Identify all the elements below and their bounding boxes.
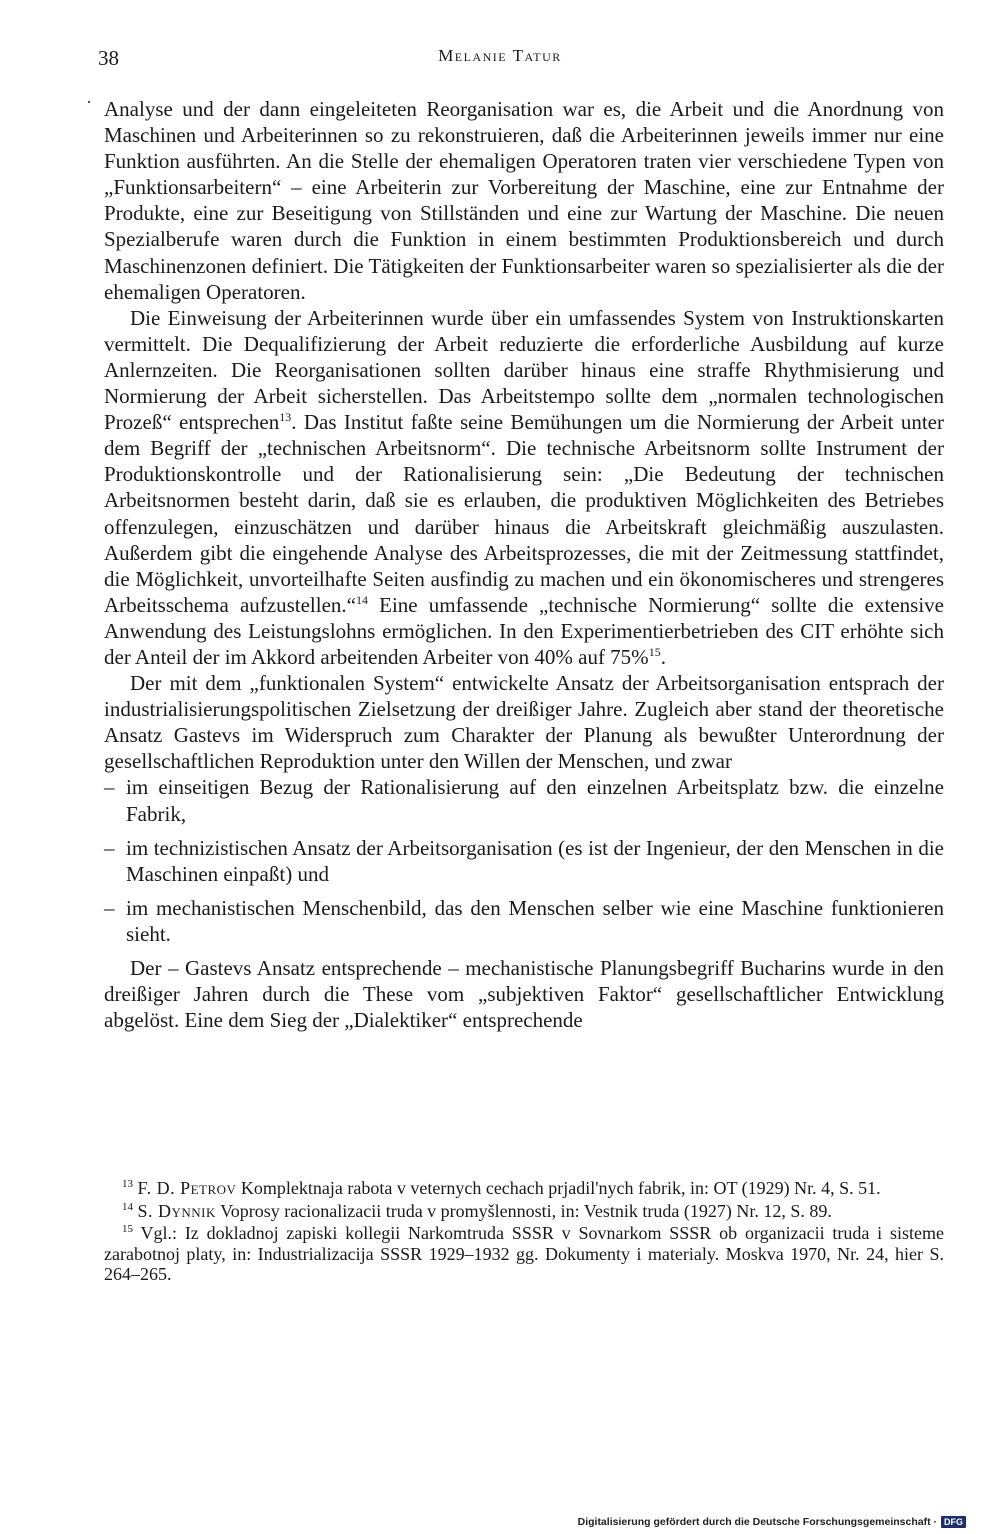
footnote-14 bbox=[104, 1201, 944, 1222]
list-item-text: im technizistischen Ansatz der Arbeitsorganisation (es ist der Ingenieur, der den Menschen in die Maschinen einpaßt) und bbox=[126, 835, 944, 886]
paragraph-2 bbox=[104, 305, 944, 670]
paragraph-2-part-4: . bbox=[660, 644, 666, 669]
paragraph-1: Analyse und der dann eingeleiteten Reorganisation war es, die Arbeit und die Anordnung von Maschinen und Arbeiterinnen so zu rekonstruieren, daß die Arbeiterinnen jeweils immer nur eine Funktion ausführten. An die Stelle der ehemaligen Operatoren traten vier verschiedene Typen von „Funktionsarbeitern“ – eine Arbeiterin zur Vorbereitung der Maschine, eine zur Entnahme der Produkte, eine zur Beseitigung von Stillständen und eine zur Wartung der Maschine. Die neuen Spezialberufe waren durch die Funktion in einem bestimmten Produktionsbereich und durch Maschinenzonen definiert. Die Tätigkeiten der Funktionsarbeiter waren so spezialisierter als die der ehemaligen Operatoren. bbox=[104, 97, 944, 304]
paragraph-2-part-3: Eine umfassende „technische Normierung“ sollte die extensive Anwendung des Leistungslohns ermöglichen. In den Experimentierbetrieben des CIT erhöhte sich der Anteil der im Akkord arbeitenden Arbeiter von 40% auf 75% bbox=[104, 592, 944, 669]
digitization-credit bbox=[578, 1516, 966, 1528]
body-text bbox=[104, 96, 944, 1033]
footnote-number: 14 bbox=[122, 1200, 133, 1213]
list-item-text: im einseitigen Bezug der Rationalisierung auf den einzelnen Arbeitsplatz bzw. die einzelne Fabrik, bbox=[126, 775, 944, 826]
paragraph-2-part-2: . Das Institut faßte seine Bemühungen um die Normierung der Arbeit unter dem Begriff der „technischen Arbeitsnorm“. Die technische Arbeitsnorm sollte Instrument der Produktionskontrolle und der Rationalisierung sein: „Die Bedeutung der technischen Arbeitsnormen besteht darin, daß sie es erlauben, die produktiven Möglichkeiten des Betriebes offenzulegen, einzuschätzen und darüber hinaus die Arbeitskraft gleichmäßig auszulasten. Außerdem gibt die eingehende Analyse des Arbeitsprozesses, die mit der Zeitmessung stattfindet, die Möglichkeit, unvorteilhafte Seiten ausfindig zu machen und ein ökonomischeres und strengeres Arbeitsschema aufzustellen.“ bbox=[104, 410, 944, 617]
footnote-text: Vgl.: Iz dokladnoj zapiski kollegii Narkomtruda SSSR v Sovnarkom SSSR ob organizacii truda i sisteme zarabotnoj platy, in: Industrializacija SSSR 1929–1932 gg. Dokumenty i materialy. Moskva 1970, Nr. 24, hier S. 264–265. bbox=[104, 1223, 944, 1284]
footnote-ref-13[interactable]: 13 bbox=[279, 410, 292, 425]
footnote-15 bbox=[104, 1223, 944, 1285]
running-head: Melanie Tatur bbox=[438, 46, 562, 65]
footnote-number: 15 bbox=[122, 1223, 133, 1235]
footnote-text: Voprosy racionalizacii truda v promyšlennosti, in: Vestnik truda (1927) Nr. 12, S. 89. bbox=[215, 1200, 832, 1221]
list-item-text: im mechanistischen Menschenbild, das den Menschen selber wie eine Maschine funktionieren sieht. bbox=[126, 895, 944, 946]
list-item bbox=[104, 774, 944, 826]
paragraph-3: Der mit dem „funktionalen System“ entwickelte Ansatz der Arbeitsorganisation entsprach der industrialisierungspolitischen Zielsetzung der dreißiger Jahre. Zugleich aber stand der theoretische Ansatz Gastevs im Widerspruch zum Charakter der Planung als bewußter Unterordnung der gesellschaftlichen Reproduktion unter den Willen der Menschen, und zwar bbox=[104, 671, 944, 774]
footnote-13 bbox=[104, 1178, 944, 1199]
dfg-logo: DFG bbox=[941, 1516, 966, 1528]
footnote-author: S. Dynnik bbox=[137, 1200, 216, 1221]
digitization-credit-text: Digitalisierung gefördert durch die Deutsche Forschungsgemeinschaft · bbox=[577, 1516, 937, 1528]
footnote-ref-14[interactable]: 14 bbox=[355, 592, 368, 607]
list-item bbox=[104, 835, 944, 887]
footnote-author: F. D. Petrov bbox=[137, 1178, 237, 1198]
page-number: 38 bbox=[98, 46, 119, 70]
paragraph-4: Der – Gastevs Ansatz entsprechende – mechanistische Planungsbegriff Bucharins wurde in den dreißiger Jahren durch die These vom „subjektiven Faktor“ gesellschaftlicher Entwicklung abgelöst. Eine dem Sieg der „Dialektiker“ entsprechende bbox=[104, 956, 944, 1033]
scan-speck bbox=[88, 101, 90, 103]
dash-list bbox=[104, 774, 944, 947]
paragraph-2-part-1: Die Einweisung der Arbeiterinnen wurde über ein umfassendes System von Instruktionskarten vermittelt. Die Dequalifizierung der Arbeit reduzierte die erforderliche Ausbildung auf kurze Anlernzeiten. Die Reorganisationen sollten darüber hinaus eine straffe Rhythmisierung und Normierung der Arbeit sicherstellen. Das Arbeitstempo sollte dem „normalen technologischen Prozeß“ entsprechen bbox=[104, 305, 944, 435]
dash-marker: – bbox=[104, 895, 115, 920]
dash-marker: – bbox=[104, 835, 115, 860]
footnote-ref-15[interactable]: 15 bbox=[648, 644, 661, 659]
footnote-number: 13 bbox=[122, 1178, 133, 1190]
list-item bbox=[104, 895, 944, 947]
dash-marker: – bbox=[104, 775, 115, 800]
footnotes bbox=[104, 1178, 944, 1287]
footnote-text: Komplektnaja rabota v veternych cechach prjadil'nych fabrik, in: OT (1929) Nr. 4, S. 51. bbox=[236, 1178, 881, 1198]
